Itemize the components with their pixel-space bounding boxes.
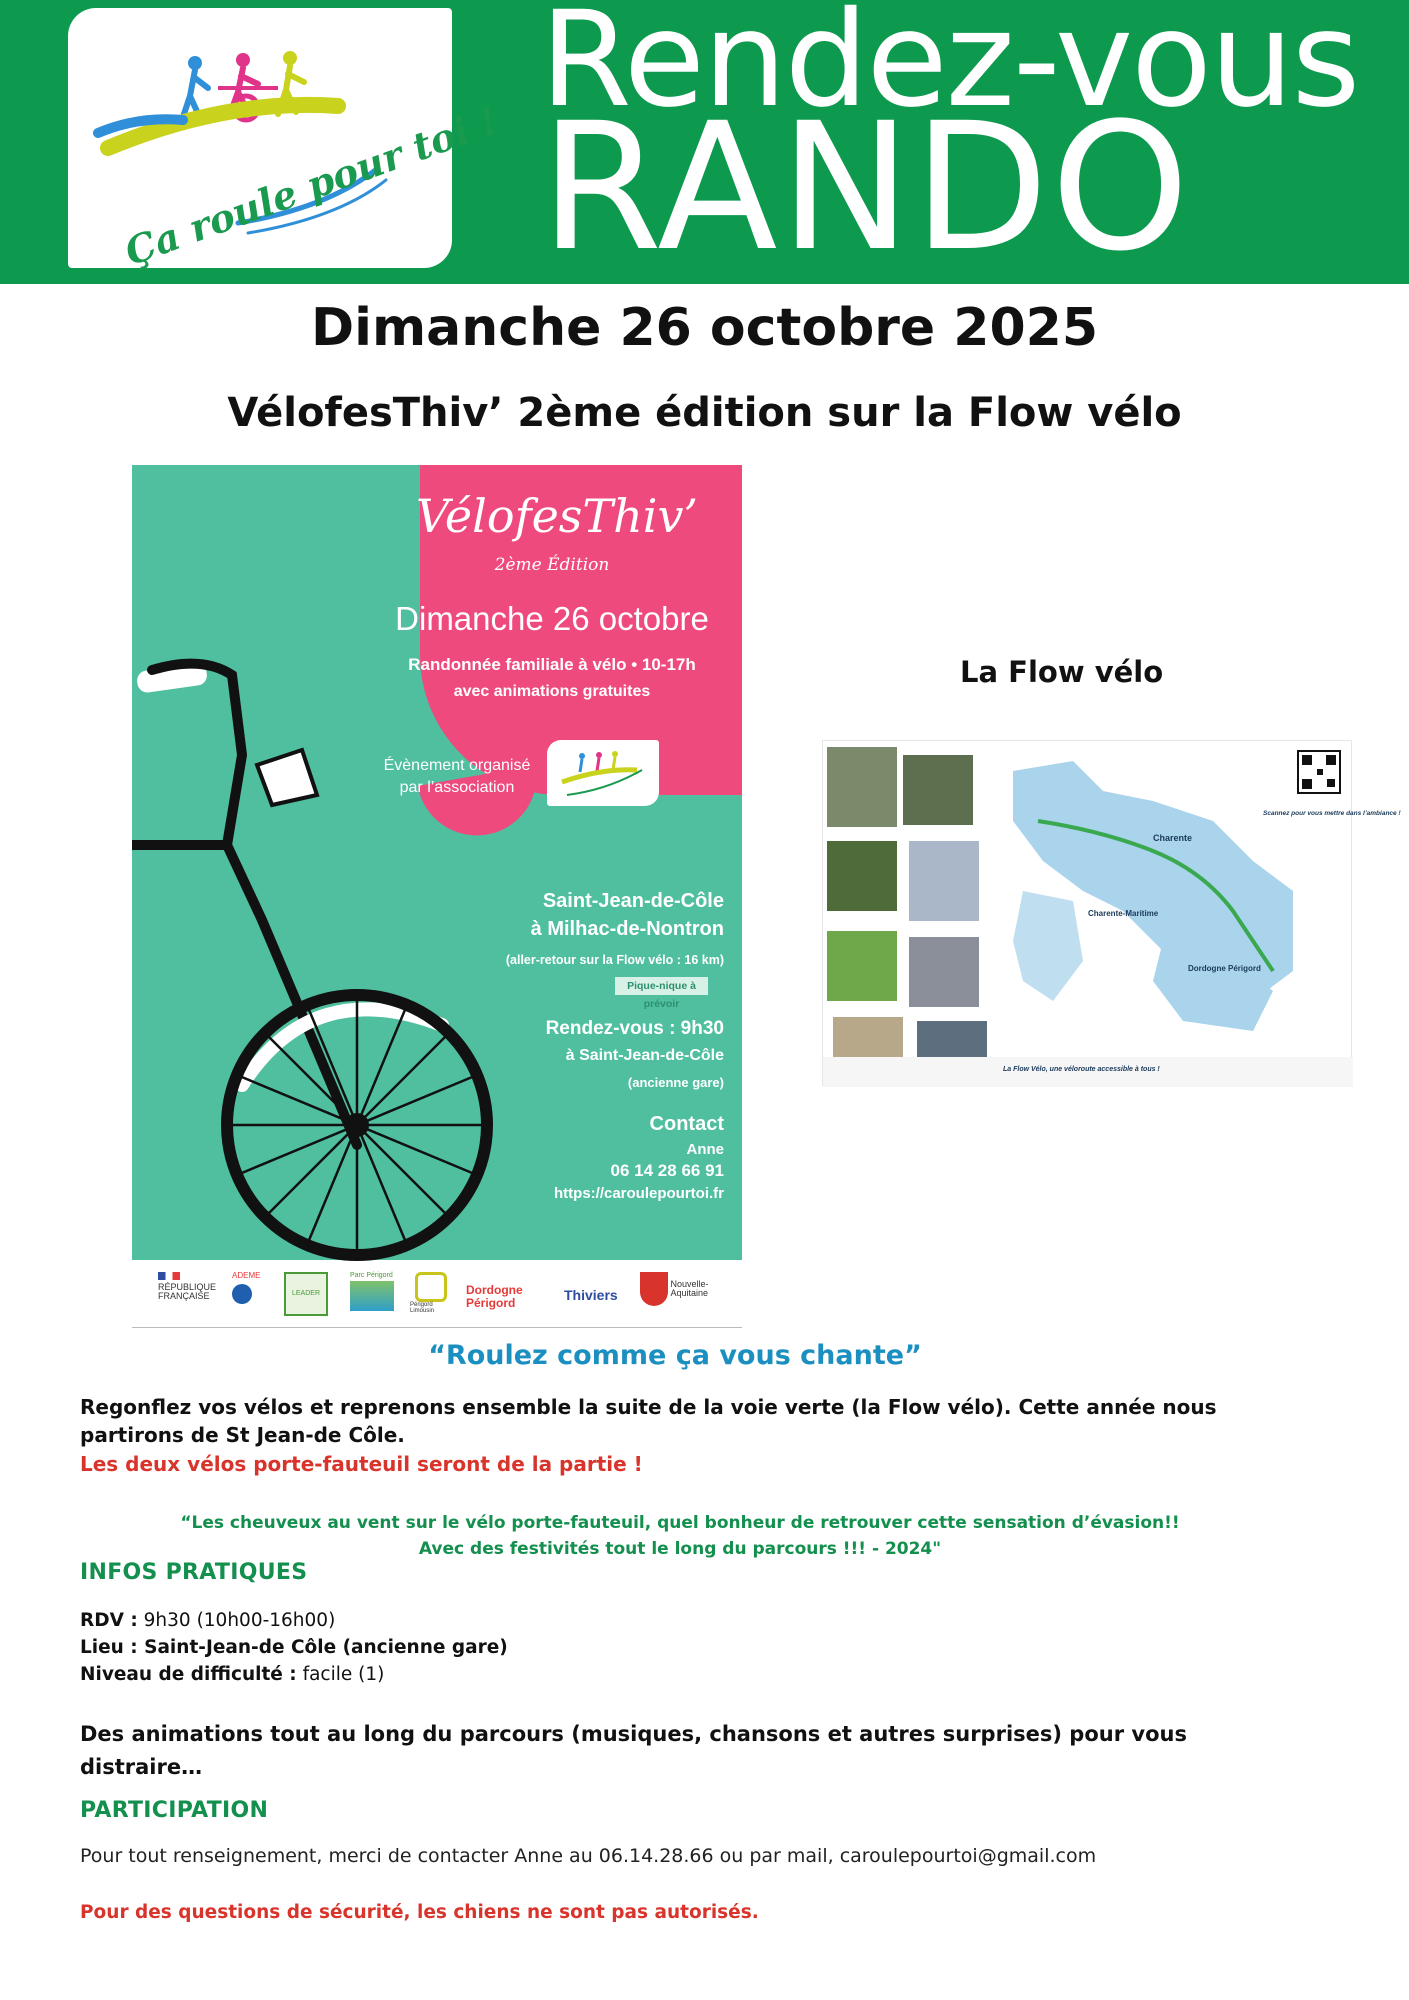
contact-info: Pour tout renseignement, merci de contacter Anne au 06.14.28.66 ou par mail, caroulepourtoi@gmail.com [80,1845,1097,1867]
svg-text:Scannez pour vous mettre dans: Scannez pour vous mettre dans l’ambiance ! [1263,810,1401,817]
poster-title: VélofesThiv’ [415,489,699,543]
association-logo [68,8,504,275]
infos-heading: INFOS PRATIQUES [80,1560,308,1585]
event-poster [132,465,742,1260]
flow-velo-map [822,740,1401,1086]
map-photos [827,747,987,1083]
qr-code-icon [1298,751,1340,793]
sponsor-logo-thiviers: Thiviers [564,1287,618,1303]
poster-contact-phone: 06 14 28 66 91 [610,1161,724,1180]
testimonial-quote [110,1510,1250,1562]
poster-gare: (ancienne gare) [627,1075,724,1090]
testimonial-line-2: Avec des festivités tout le long du parcours !!! - 2024" [418,1539,942,1559]
sponsor-logo-parc: Parc Périgord [350,1272,398,1316]
info-rdv: RDV : 9h30 (10h00-16h00) [80,1610,336,1631]
poster-edition: 2ème Édition [494,555,610,575]
header-banner [0,0,1409,290]
dogs-notice: Pour des questions de sécurité, les chiens ne sont pas autorisés. [80,1902,759,1923]
sponsor-logo-dordogne: Dordogne Périgord [466,1283,523,1310]
poster-rdv-place: à Saint-Jean-de-Côle [565,1047,724,1064]
testimonial-line-1: “Les cheuveux au vent sur le vélo porte-fauteuil, quel bonheur de retrouver cette sensation d’évasion!! [180,1513,1180,1533]
event-date: Dimanche 26 octobre 2025 [310,298,1099,358]
event-subtitle: VélofesThiv’ 2ème édition sur la Flow vélo [227,390,1182,436]
poster-organized: Évènement organisé par l’association [383,757,531,796]
poster-aller-retour: (aller-retour sur la Flow vélo : 16 km) [505,953,724,967]
poster-rdv: Rendez-vous : 9h30 [545,1018,724,1039]
sponsor-logo-nouvelle-aquitaine: Nouvelle-Aquitaine [640,1272,730,1316]
poster-url[interactable]: https://caroulepourtoi.fr [554,1185,724,1202]
participation-heading: PARTICIPATION [80,1798,269,1823]
poster-animations: avec animations gratuites [453,683,651,700]
svg-text:Dordogne Périgord: Dordogne Périgord [1188,964,1261,973]
svg-text:Charente-Maritime: Charente-Maritime [1088,909,1159,918]
sponsor-logo-ademe: ADEME [232,1272,272,1316]
sponsor-logo-republique: RÉPUBLIQUE FRANÇAISE [158,1272,218,1316]
header-title-rendez-vous: Rendez-vous [540,0,1359,137]
poster-pique-nique: Pique-nique à prévoir [615,977,708,995]
red-highlight: Les deux vélos porte-fauteuil seront de la partie ! [80,1452,643,1476]
info-niveau: Niveau de difficulté : facile (1) [80,1664,385,1685]
sponsor-logo-perigord-limousin: Périgord Limousin [410,1272,454,1316]
sponsor-logo-leader: LEADER [284,1272,332,1316]
poster-place-from: Saint-Jean-de-Côle [542,890,724,912]
flow-velo-label: La Flow vélo [960,655,1164,689]
logo-text: Ça roule pour toi ! [118,97,504,275]
poster-association-logo [547,740,659,806]
svg-text:La Flow Vélo, une véloroute ac: La Flow Vélo, une véloroute accessible à tous ! [1003,1066,1160,1073]
poster-rando: Randonnée familiale à vélo • 10-17h [408,655,696,674]
animations-paragraph: Des animations tout au long du parcours (musiques, chansons et autres surprises) pour vous distraire… [80,1722,1187,1779]
poster-place-to: à Milhac-de-Nontron [530,918,724,940]
poster-date: Dimanche 26 octobre [395,600,709,637]
info-lieu: Lieu : Saint-Jean-de Côle (ancienne gare) [80,1637,508,1658]
intro-paragraph: Regonflez vos vélos et reprenons ensemble la suite de la voie verte (la Flow vélo). Cette année nous partirons de St Jean-de Côle. [80,1395,1217,1447]
svg-text:Charente: Charente [1153,833,1193,843]
quote-title: “Roulez comme ça vous chante” [428,1340,922,1371]
header-title-rando: RANDO [540,85,1192,290]
sponsor-logos [132,1262,742,1328]
poster-contact-label: Contact [649,1113,724,1135]
poster-contact-name: Anne [686,1141,724,1158]
